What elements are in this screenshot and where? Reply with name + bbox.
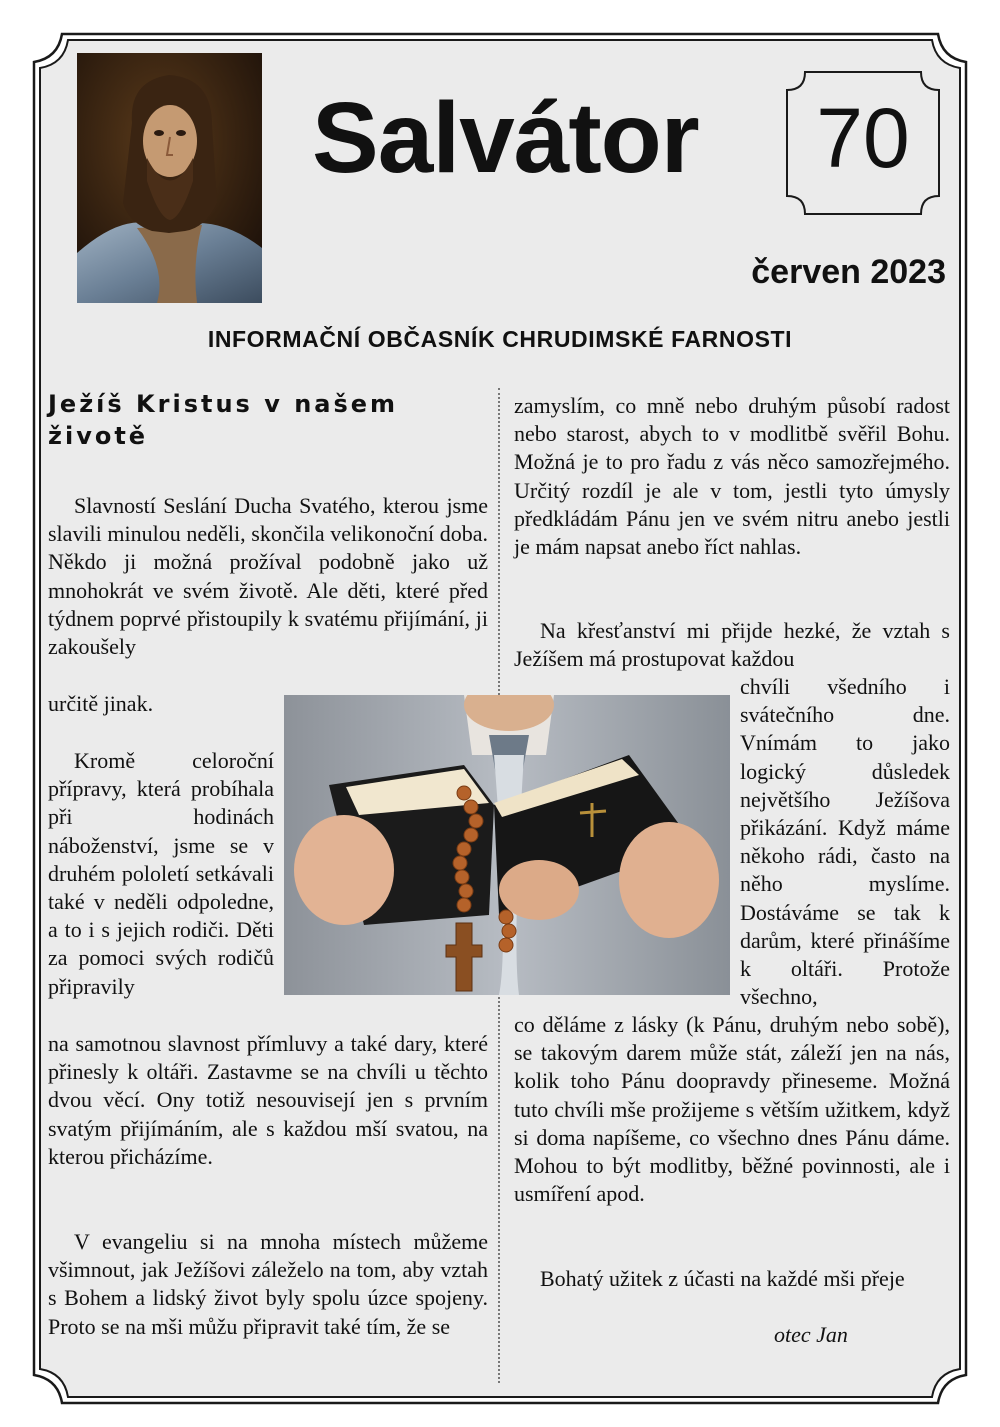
- paragraph-4: zamyslím, co mně nebo druhým působí radost nebo starost, abych to v modlitbě svěřil Bohu. Možná je to pro řadu z vás něco samozřejmého. Určitý rozdíl je ale v tom, jestli tyto úmysly předkládám Pánu jen ve svém nitru anebo jestli je mám napsat anebo říct nahlas.: [514, 393, 950, 560]
- paragraph-5-wrap: chvíli všedního i svátečního dne. Vnímám to jako logický důsledek největšího Ježíšova přikázání. Když máme někoho rádi, často na něho myslíme. Dostáváme se tak k darům, které přinášíme k oltáři. Protože všechno,: [740, 674, 950, 1010]
- paragraph-2-end: na samotnou slavnost přímluvy a také dary, které přinesly k oltáři. Zastavme se na chvíli u těchto dvou věcí. Ony totiž nesouvisejí jen s prvním svatým přijímáním, ale s každou mší svatou, na kterou přicházíme.: [48, 1031, 488, 1169]
- paragraph-5: Na křesťanství mi přijde hezké, že vztah s Ježíšem má prostupovat každou: [514, 618, 950, 672]
- paragraph-5-end: co děláme z lásky (k Pánu, druhým nebo sobě), se takovým darem může stát, záleží jen na nás, kolik toho Pánu doopravdy přineseme. Možná tuto chvíli mše prožijeme s větším užitkem, když si doma napíšeme, co všechno dnes Pánu dáme. Mohou to být modlitby, běžné povinnosti, ale i usmíření apod.: [514, 1012, 950, 1207]
- newsletter-subtitle: INFORMAČNÍ OBČASNÍK CHRUDIMSKÉ FARNOSTI: [207, 326, 793, 352]
- issue-date: červen 2023: [751, 253, 946, 291]
- newsletter-title: Salvátor: [312, 82, 699, 194]
- paragraph-1-end: určitě jinak.: [48, 691, 154, 716]
- prayer-book-photo: [284, 695, 730, 995]
- paragraph-6: Bohatý užitek z účasti na každé mši přeje: [540, 1266, 905, 1291]
- paragraph-2: Kromě celoroční přípravy, která probíhala při hodinách náboženství, jsme se v druhém pololetí setkávali také v neděli odpoledne, a to i s jejich rodiči. Děti za pomoci svých rodičů připravily: [48, 748, 274, 999]
- issue-number: 70: [816, 91, 910, 185]
- signature: otec Jan: [774, 1322, 848, 1347]
- christ-portrait: [77, 53, 262, 303]
- paragraph-3: V evangeliu si na mnoha místech můžeme všimnout, jak Ježíšovi záleželo na tom, aby vztah s Bohem a lidský život byly spolu úzce spojeny. Proto se na mši můžu připravit také tím, že se: [48, 1229, 488, 1339]
- article-title: Ježíš Kristus v našem životě: [48, 390, 399, 450]
- paragraph-1: Slavností Seslání Ducha Svatého, kterou jsme slavili minulou neděli, skončila velikonoční doba. Někdo ji možná prožíval podobně jako už mnohokrát ve svém životě. Ale děti, které před týdnem poprvé přistoupily k svatému přijímání, ji zakoušely: [48, 493, 488, 660]
